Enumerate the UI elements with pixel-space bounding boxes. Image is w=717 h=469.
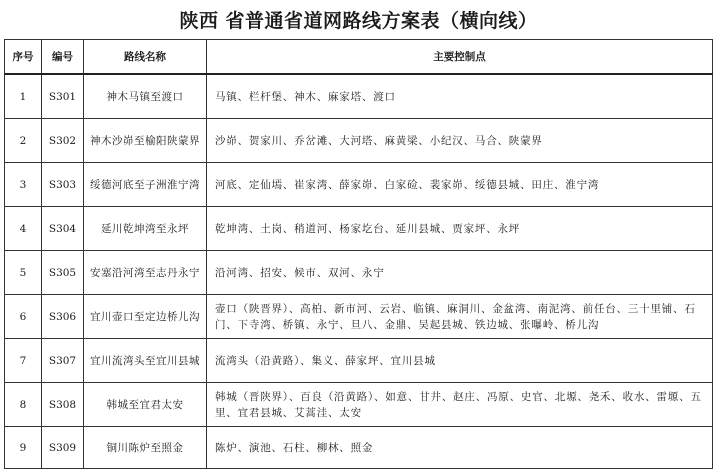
cell-route-name: 绥德河底至子洲淮宁湾 [84,163,207,207]
header-name: 路线名称 [84,40,207,75]
page-title: 陕西 省普通省道网路线方案表（横向线） [179,10,538,32]
header-code: 编号 [42,40,84,75]
cell-code: S302 [42,119,84,163]
header-no: 序号 [5,40,42,75]
table-row [5,74,713,119]
cell-code: S301 [42,74,84,119]
cell-route-name: 神木马镇至渡口 [84,74,207,119]
cell-control-points: 沙峁、贺家川、乔岔滩、大河塔、麻黄梁、小纪汉、马合、陕蒙界 [207,119,713,163]
cell-control-points: 流湾头（沿黄路）、集义、薛家坪、宜川县城 [207,339,713,383]
cell-control-points: 陈炉、演池、石柱、柳林、照金 [207,427,713,469]
cell-control-points: 沿河湾、招安、候市、双河、永宁 [207,251,713,295]
table-row [5,163,713,207]
table-row [5,295,713,339]
cell-route-name: 韩城至宜君太安 [84,383,207,427]
cell-no: 8 [5,383,42,427]
header-control-points: 主要控制点 [207,40,713,75]
cell-route-name: 铜川陈炉至照金 [84,427,207,469]
cell-route-name: 延川乾坤湾至永坪 [84,207,207,251]
cell-no: 6 [5,295,42,339]
table-row [5,251,713,295]
table-header-row [5,40,713,75]
table-row [5,207,713,251]
cell-no: 9 [5,427,42,469]
table-row [5,427,713,469]
route-table [4,39,713,469]
cell-control-points: 马镇、栏杆堡、神木、麻家塔、渡口 [207,74,713,119]
cell-code: S307 [42,339,84,383]
cell-no: 3 [5,163,42,207]
cell-control-points: 韩城（晋陕界）、百良（沿黄路）、如意、甘井、赵庄、冯原、史官、北塬、尧禾、收水、雷塬、五里、宜君县城、艾蒿洼、太安 [207,383,713,427]
cell-no: 7 [5,339,42,383]
cell-control-points: 壶口（陕晋界）、高柏、新市河、云岩、临镇、麻洞川、金盆湾、南泥湾、前任台、三十里铺、石门、下寺湾、桥镇、永宁、旦八、金鼎、吴起县城、铁边城、张曝岭、桥儿沟 [207,295,713,339]
cell-code: S304 [42,207,84,251]
cell-code: S305 [42,251,84,295]
table-row [5,339,713,383]
table-row [5,383,713,427]
cell-no: 2 [5,119,42,163]
cell-control-points: 河底、定仙墕、崔家湾、薛家峁、白家硷、裴家峁、绥德县城、田庄、淮宁湾 [207,163,713,207]
cell-code: S309 [42,427,84,469]
cell-code: S308 [42,383,84,427]
cell-route-name: 安塞沿河湾至志丹永宁 [84,251,207,295]
cell-control-points: 乾坤湾、土岗、稍道河、杨家圪台、延川县城、贾家坪、永坪 [207,207,713,251]
cell-route-name: 宜川流湾头至宜川县城 [84,339,207,383]
cell-code: S306 [42,295,84,339]
table-row [5,119,713,163]
cell-code: S303 [42,163,84,207]
cell-no: 4 [5,207,42,251]
cell-route-name: 神木沙峁至榆阳陕蒙界 [84,119,207,163]
cell-no: 1 [5,74,42,119]
cell-no: 5 [5,251,42,295]
cell-route-name: 宜川壶口至定边桥儿沟 [84,295,207,339]
